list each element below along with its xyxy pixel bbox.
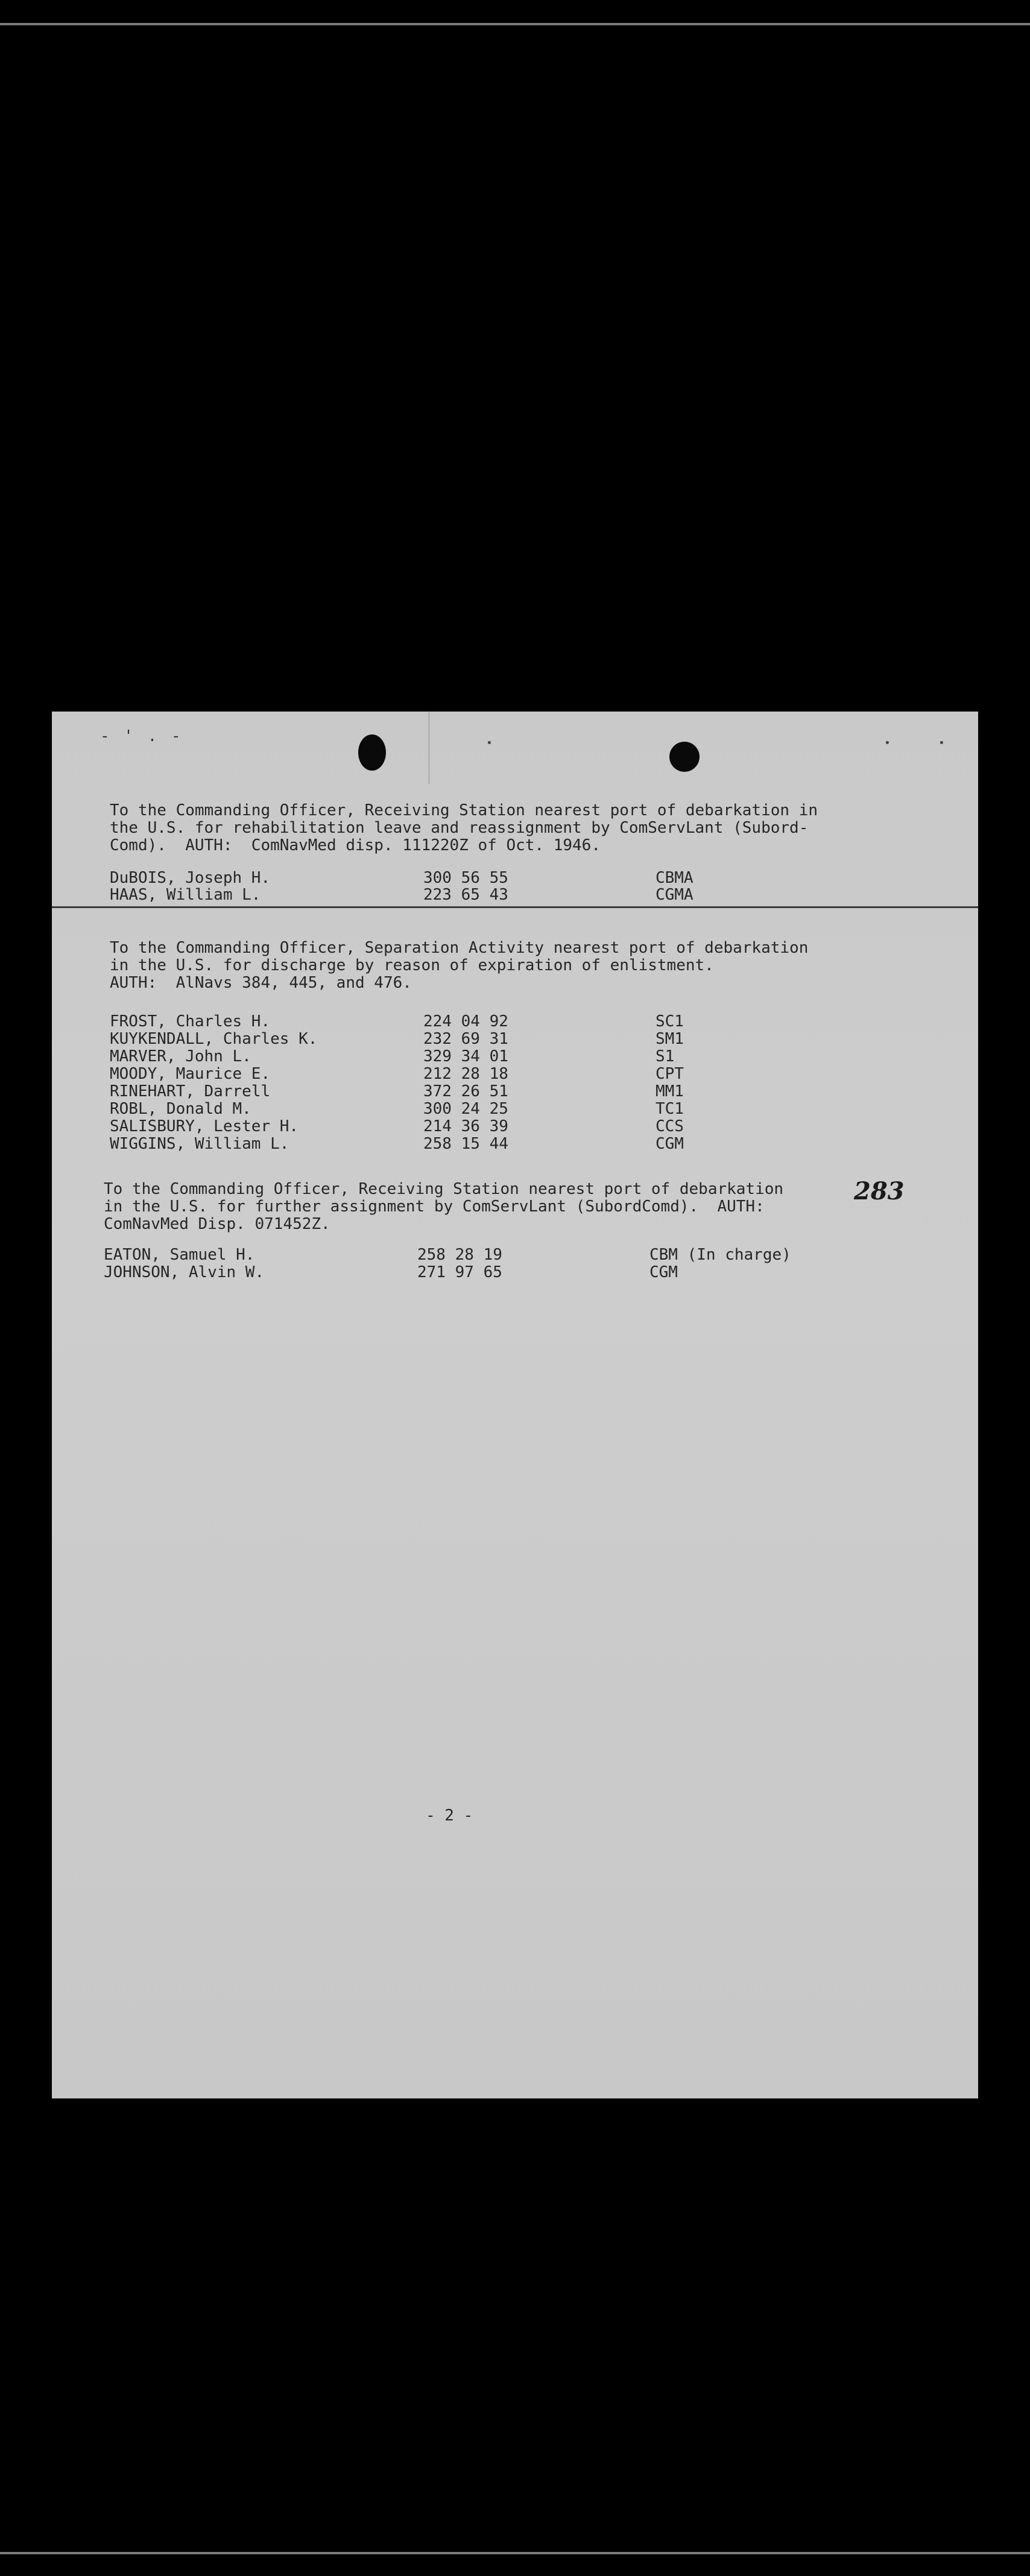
entry-rate: SM1 (656, 1030, 684, 1048)
entry-name: FROST, Charles H. (110, 1012, 271, 1031)
entry-service-number: 271 97 65 (417, 1263, 502, 1281)
entry-service-number: 223 65 43 (423, 886, 508, 904)
entry-service-number: 212 28 18 (423, 1065, 508, 1083)
entry-rate: CGM (649, 1263, 678, 1281)
section-2-entry (110, 1031, 894, 1049)
entry-name: DuBOIS, Joseph H. (110, 869, 271, 887)
section-1-paragraph: To the Commanding Officer, Receiving Station nearest port of debarkation in the U.S. for rehabilitation leave and reassignment by ComServLant (Subord- Comd). AUTH: ComNavMed disp. 111220Z of Oct. 1946. (110, 801, 818, 854)
section-3-entry (104, 1264, 888, 1282)
section-2-entry (110, 1135, 894, 1154)
entry-name: HAAS, William L. (110, 886, 261, 904)
strikethrough-line (52, 906, 978, 908)
edge-dot: • (938, 737, 945, 750)
entry-service-number: 224 04 92 (423, 1012, 508, 1031)
entry-name: SALISBURY, Lester H. (110, 1117, 299, 1135)
section-2-entry (110, 1118, 894, 1136)
entry-rate: TC1 (656, 1100, 684, 1118)
entry-service-number: 214 36 39 (423, 1117, 508, 1135)
film-edge-bottom (0, 2552, 1030, 2554)
entry-service-number: 300 24 25 (423, 1100, 508, 1118)
entry-name: RINEHART, Darrell (110, 1082, 271, 1100)
entry-name: MARVER, John L. (110, 1047, 251, 1065)
section-1-entry (110, 886, 894, 904)
fold-crease (428, 712, 430, 784)
entry-rate: MM1 (656, 1082, 684, 1100)
entry-rate: CBM (In charge) (649, 1246, 791, 1264)
section-2-paragraph: To the Commanding Officer, Separation Activity nearest port of debarkation in the U.S. for discharge by reason of expiration of enlistment. AUTH: AlNavs 384, 445, and 476. (110, 939, 809, 992)
entry-service-number: 258 28 19 (417, 1246, 502, 1264)
document-page (52, 712, 978, 2098)
entry-rate: S1 (656, 1047, 675, 1065)
section-1-entry (110, 870, 894, 888)
entry-name: MOODY, Maurice E. (110, 1065, 271, 1083)
entry-rate: CBMA (656, 869, 694, 887)
entry-name: EATON, Samuel H. (104, 1246, 255, 1264)
page-number: - 2 - (426, 1807, 473, 1825)
entry-name: JOHNSON, Alvin W. (104, 1263, 265, 1281)
entry-rate: CPT (656, 1065, 684, 1083)
punch-hole-right (669, 742, 700, 772)
stamped-page-number: 283 (854, 1177, 905, 1205)
section-2-entry (110, 1013, 894, 1031)
edge-dot: • (486, 737, 493, 750)
entry-service-number: 329 34 01 (423, 1047, 508, 1065)
entry-service-number: 258 15 44 (423, 1135, 508, 1153)
entry-rate: SC1 (656, 1012, 684, 1031)
entry-rate: CGMA (656, 886, 694, 904)
section-3-entry (104, 1246, 888, 1264)
entry-rate: CCS (656, 1117, 684, 1135)
entry-name: ROBL, Donald M. (110, 1100, 251, 1118)
entry-service-number: 300 56 55 (423, 869, 508, 887)
section-3-paragraph: To the Commanding Officer, Receiving Station nearest port of debarkation in the U.S. for further assignment by ComServLant (SubordComd). AUTH: ComNavMed Disp. 071452Z. (104, 1180, 784, 1233)
punch-hole-left (358, 734, 386, 771)
entry-name: KUYKENDALL, Charles K. (110, 1030, 318, 1048)
entry-service-number: 372 26 51 (423, 1082, 508, 1100)
entry-service-number: 232 69 31 (423, 1030, 508, 1048)
section-2-entry (110, 1048, 894, 1066)
edge-dot: • (884, 737, 891, 750)
section-2-entry (110, 1065, 894, 1084)
entry-name: WIGGINS, William L. (110, 1135, 289, 1153)
film-edge-top (0, 23, 1030, 25)
entry-rate: CGM (656, 1135, 684, 1153)
section-2-entry (110, 1100, 894, 1119)
corner-marks: - ' . - (100, 727, 183, 745)
section-2-entry (110, 1083, 894, 1101)
